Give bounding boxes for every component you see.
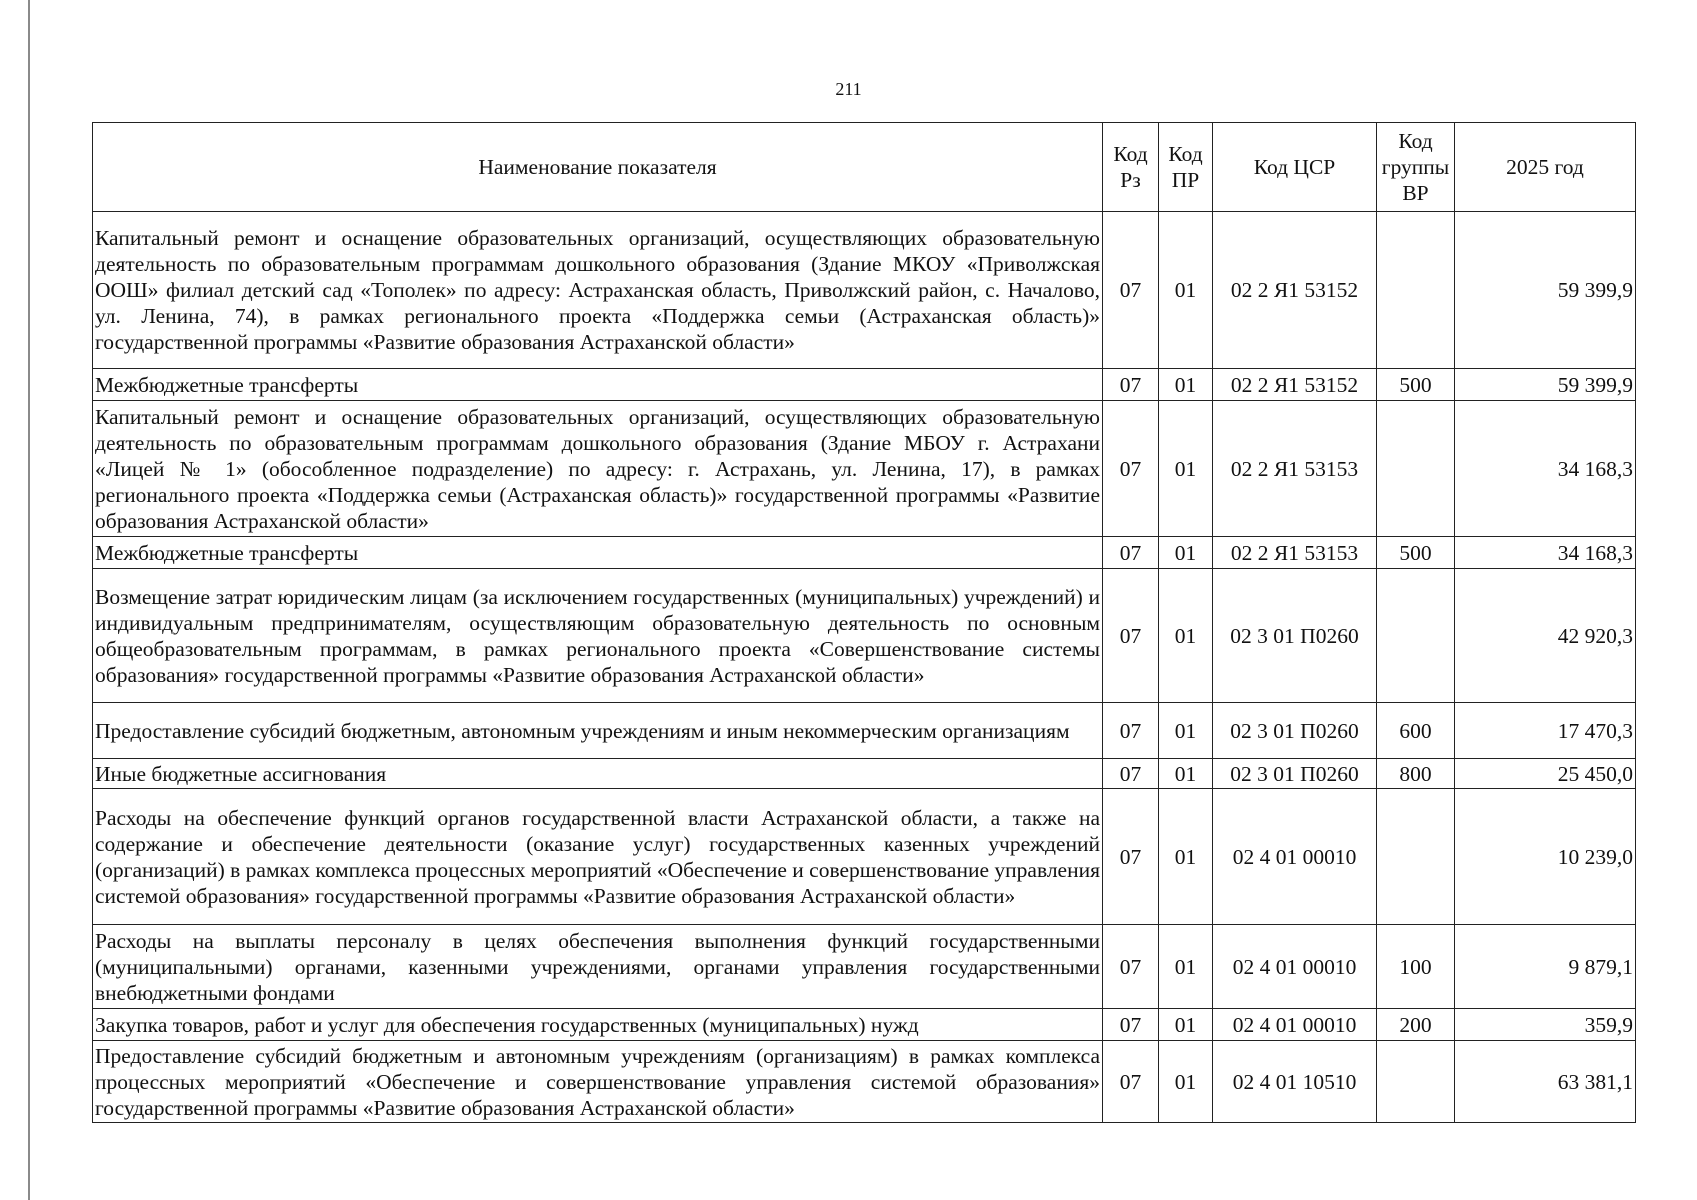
table-row <box>93 212 1636 369</box>
row-csr: 02 2 Я1 53152 <box>1213 212 1377 369</box>
row-rz: 07 <box>1103 1009 1159 1041</box>
row-name: Предоставление субсидий бюджетным, автономным учреждениям и иным некоммерческим организациям <box>93 703 1103 759</box>
row-pr: 01 <box>1159 1009 1213 1041</box>
row-csr: 02 4 01 00010 <box>1213 1009 1377 1041</box>
table-row <box>93 1041 1636 1123</box>
row-amount: 17 470,3 <box>1455 703 1636 759</box>
row-pr: 01 <box>1159 401 1213 537</box>
row-amount: 9 879,1 <box>1455 925 1636 1009</box>
table-row <box>93 369 1636 401</box>
row-csr: 02 4 01 00010 <box>1213 789 1377 925</box>
row-vr <box>1377 1041 1455 1123</box>
row-pr: 01 <box>1159 569 1213 703</box>
row-pr: 01 <box>1159 789 1213 925</box>
row-rz: 07 <box>1103 212 1159 369</box>
row-name: Межбюджетные трансферты <box>93 537 1103 569</box>
row-vr: 600 <box>1377 703 1455 759</box>
row-name: Капитальный ремонт и оснащение образовательных организаций, осуществляющих образовательную деятельность по образовательным программам дошкольного образования (Здание МКОУ «Приволжская ООШ» филиал детский сад «Тополек» по адресу: Астраханская область, Приволжский район, с. Началово, ул. Ленина, 74), в рамках регионального проекта «Поддержка семьи (Астраханская область)» государственной программы «Развитие образования Астраханской области» <box>93 212 1103 369</box>
budget-table <box>92 122 1636 1123</box>
row-amount: 359,9 <box>1455 1009 1636 1041</box>
table-row <box>93 1009 1636 1041</box>
header-year: 2025 год <box>1455 123 1636 212</box>
row-pr: 01 <box>1159 369 1213 401</box>
header-csr: Код ЦСР <box>1213 123 1377 212</box>
table-row <box>93 925 1636 1009</box>
row-vr: 800 <box>1377 759 1455 789</box>
row-csr: 02 2 Я1 53153 <box>1213 401 1377 537</box>
row-name: Иные бюджетные ассигнования <box>93 759 1103 789</box>
row-pr: 01 <box>1159 925 1213 1009</box>
row-pr: 01 <box>1159 537 1213 569</box>
table-header-row <box>93 123 1636 212</box>
row-name: Возмещение затрат юридическим лицам (за исключением государственных (муниципальных) учреждений) и индивидуальным предпринимателям, осуществляющим образовательную деятельность по основным общеобразовательным программам, в рамках регионального проекта «Совершенствование системы образования» государственной программы «Развитие образования Астраханской области» <box>93 569 1103 703</box>
row-vr <box>1377 401 1455 537</box>
row-rz: 07 <box>1103 1041 1159 1123</box>
row-name: Расходы на обеспечение функций органов государственной власти Астраханской области, а также на содержание и обеспечение деятельности (оказание услуг) государственных казенных учреждений (организаций) в рамках комплекса процессных мероприятий «Обеспечение и совершенствование управления системой образования» государственной программы «Развитие образования Астраханской области» <box>93 789 1103 925</box>
row-rz: 07 <box>1103 703 1159 759</box>
row-csr: 02 2 Я1 53153 <box>1213 537 1377 569</box>
row-vr: 500 <box>1377 537 1455 569</box>
header-rz: Код Рз <box>1103 123 1159 212</box>
row-pr: 01 <box>1159 703 1213 759</box>
row-rz: 07 <box>1103 569 1159 703</box>
row-name: Предоставление субсидий бюджетным и автономным учреждениям (организациям) в рамках комплекса процессных мероприятий «Обеспечение и совершенствование управления системой образования» государственной программы «Развитие образования Астраханской области» <box>93 1041 1103 1123</box>
row-vr: 100 <box>1377 925 1455 1009</box>
row-rz: 07 <box>1103 925 1159 1009</box>
page-number: 211 <box>835 79 862 99</box>
header-name: Наименование показателя <box>93 123 1103 212</box>
row-vr <box>1377 789 1455 925</box>
row-csr: 02 3 01 П0260 <box>1213 759 1377 789</box>
row-rz: 07 <box>1103 537 1159 569</box>
row-rz: 07 <box>1103 759 1159 789</box>
row-pr: 01 <box>1159 759 1213 789</box>
row-name: Расходы на выплаты персоналу в целях обеспечения выполнения функций государственными (муниципальными) органами, казенными учреждениями, органами управления государственными внебюджетными фондами <box>93 925 1103 1009</box>
row-amount: 34 168,3 <box>1455 537 1636 569</box>
row-amount: 59 399,9 <box>1455 212 1636 369</box>
row-amount: 42 920,3 <box>1455 569 1636 703</box>
header-pr: Код ПР <box>1159 123 1213 212</box>
table-row <box>93 759 1636 789</box>
table-row <box>93 537 1636 569</box>
row-rz: 07 <box>1103 789 1159 925</box>
row-csr: 02 2 Я1 53152 <box>1213 369 1377 401</box>
row-amount: 63 381,1 <box>1455 1041 1636 1123</box>
row-vr: 500 <box>1377 369 1455 401</box>
row-csr: 02 4 01 00010 <box>1213 925 1377 1009</box>
row-csr: 02 3 01 П0260 <box>1213 569 1377 703</box>
row-name: Капитальный ремонт и оснащение образовательных организаций, осуществляющих образовательную деятельность по образовательным программам дошкольного образования (Здание МБОУ г. Астрахани «Лицей № 1» (обособленное подразделение) по адресу: г. Астрахань, ул. Ленина, 17), в рамках регионального проекта «Поддержка семьи (Астраханская область)» государственной программы «Развитие образования Астраханской области» <box>93 401 1103 537</box>
binding-margin-line <box>28 0 30 1200</box>
row-name: Межбюджетные трансферты <box>93 369 1103 401</box>
row-rz: 07 <box>1103 369 1159 401</box>
row-vr: 200 <box>1377 1009 1455 1041</box>
table-row <box>93 569 1636 703</box>
row-amount: 59 399,9 <box>1455 369 1636 401</box>
table-row <box>93 401 1636 537</box>
row-rz: 07 <box>1103 401 1159 537</box>
row-amount: 25 450,0 <box>1455 759 1636 789</box>
row-name: Закупка товаров, работ и услуг для обеспечения государственных (муниципальных) нужд <box>93 1009 1103 1041</box>
row-vr <box>1377 569 1455 703</box>
table-row <box>93 789 1636 925</box>
row-vr <box>1377 212 1455 369</box>
row-amount: 34 168,3 <box>1455 401 1636 537</box>
row-csr: 02 4 01 10510 <box>1213 1041 1377 1123</box>
row-amount: 10 239,0 <box>1455 789 1636 925</box>
row-pr: 01 <box>1159 1041 1213 1123</box>
table-row <box>93 703 1636 759</box>
header-vr: Код группы ВР <box>1377 123 1455 212</box>
row-csr: 02 3 01 П0260 <box>1213 703 1377 759</box>
row-pr: 01 <box>1159 212 1213 369</box>
